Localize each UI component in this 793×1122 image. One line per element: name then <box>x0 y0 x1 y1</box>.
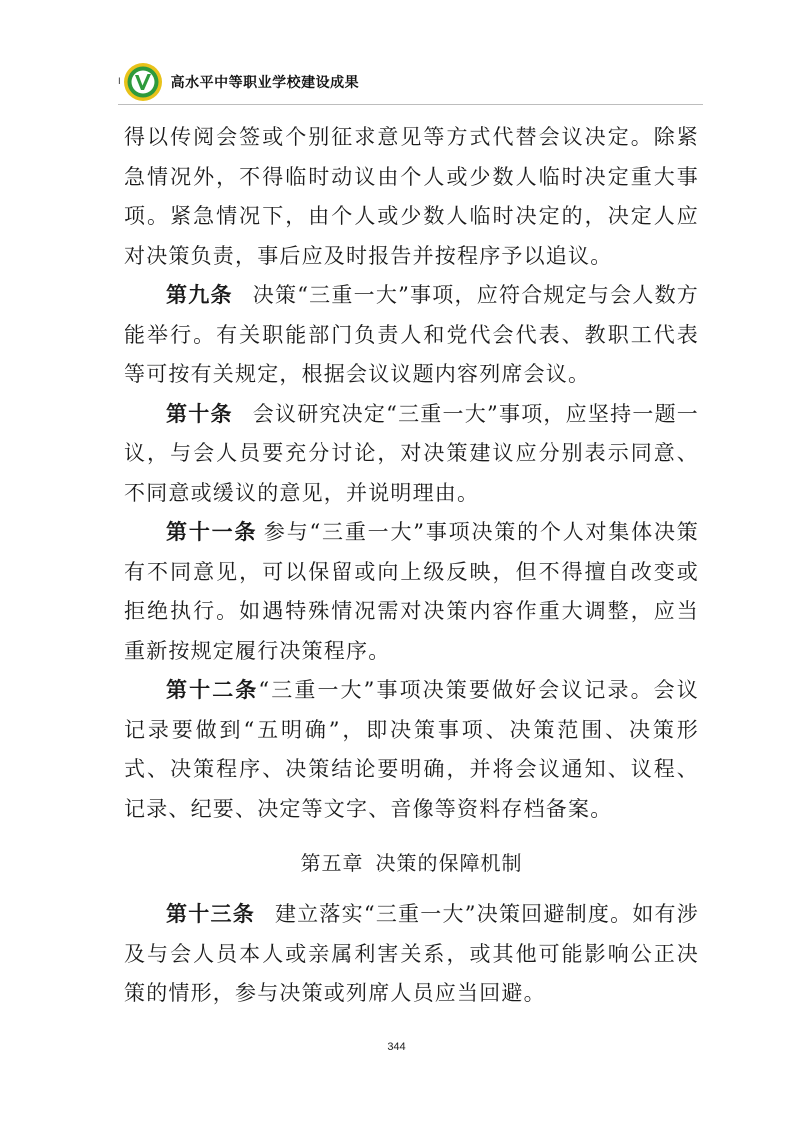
chapter-heading <box>124 843 699 883</box>
header-mark: I <box>118 77 121 87</box>
article-number: 第十二条 <box>166 678 259 702</box>
article-paragraph <box>124 276 699 395</box>
page-number: 344 <box>387 1041 406 1053</box>
chapter-number: 第五章 <box>300 851 364 875</box>
article-paragraph <box>124 395 699 514</box>
header-title: 高水平中等职业学校建设成果 <box>170 75 360 91</box>
article-text: “三重一大”事项决策要做好会议记录。会议记录要做到“五明确”，即决策事项、决策范围、决策形式、决策程序、决策结论要明确，并将会议通知、议程、记录、纪要、决定等文字、音像等资料存档备案。 <box>124 678 699 821</box>
document-body <box>124 118 699 1014</box>
paragraph-text: 得以传阅会签或个别征求意见等方式代替会议决定。除紧急情况外，不得临时动议由个人或少数人临时决定重大事项。紧急情况下，由个人或少数人临时决定的，决定人应对决策负责，事后应及时报告并按程序予以追议。 <box>124 125 699 268</box>
article-text: 参与“三重一大”事项决策的个人对集体决策有不同意见，可以保留或向上级反映，但不得擅自改变或拒绝执行。如遇特殊情况需对决策内容作重大调整，应当重新按规定履行决策程序。 <box>124 520 699 663</box>
article-paragraph <box>124 671 699 829</box>
article-number: 第九条 <box>166 283 233 307</box>
article-number: 第十条 <box>166 401 233 426</box>
article-text: 建立落实“三重一大”决策回避制度。如有涉及与会人员本人或亲属利害关系，或其他可能影响公正决策的情形，参与决策或列席人员应当回避。 <box>124 902 699 1005</box>
chapter-title: 决策的保障机制 <box>375 851 523 875</box>
article-text: 决策“三重一大”事项，应符合规定与会人数方能举行。有关职能部门负责人和党代会代表、教职工代表等可按有关规定，根据会议议题内容列席会议。 <box>124 283 700 386</box>
school-logo-icon <box>123 62 163 102</box>
article-text: 会议研究决定“三重一大”事项，应坚持一题一议，与会人员要充分讨论，对决策建议应分别表示同意、不同意或缓议的意见，并说明理由。 <box>124 401 700 505</box>
article-number: 第十三条 <box>166 902 255 926</box>
article-paragraph <box>124 895 699 1014</box>
page-header <box>118 62 359 102</box>
article-paragraph <box>124 513 699 671</box>
header-divider <box>118 104 703 105</box>
article-number: 第十一条 <box>166 520 258 544</box>
paragraph <box>124 118 699 276</box>
